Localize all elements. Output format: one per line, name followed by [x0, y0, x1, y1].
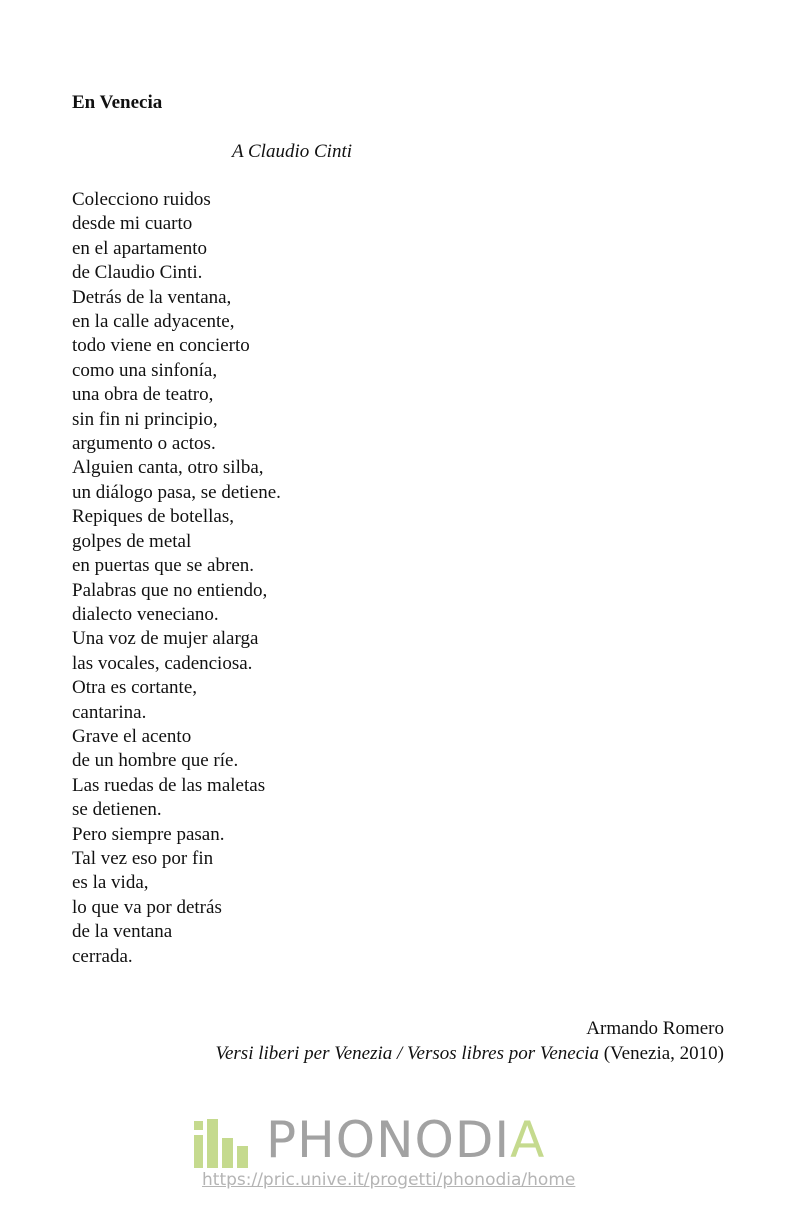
poem-line: un diálogo pasa, se detiene.: [72, 481, 281, 503]
poem-line: Tal vez eso por fin: [72, 847, 214, 869]
poem-line: en puertas que se abren.: [72, 555, 255, 577]
poem-line: de un hombre que ríe.: [72, 750, 239, 772]
poem-line: lo que va por detrás: [72, 896, 222, 918]
book-title: Versi liberi per Venezia / Versos libres por Venecia: [215, 1043, 599, 1064]
publication-info: (Venezia, 2010): [598, 1043, 724, 1064]
poem-line: Grave el acento: [72, 725, 192, 747]
author-name: Armando Romero: [586, 1018, 724, 1039]
phonodia-url-link[interactable]: https://pric.unive.it/progetti/phonodia/home: [202, 1170, 576, 1190]
poem-line: Alguien canta, otro silba,: [72, 457, 264, 479]
poem-line: Las ruedas de las maletas: [72, 774, 266, 796]
logo-text-main: PHONODI: [266, 1111, 511, 1169]
poem-line: sin fin ni principio,: [72, 408, 218, 430]
poem-line: Detrás de la ventana,: [72, 286, 232, 308]
poem-title: En Venecia: [72, 92, 163, 113]
poem-line: las vocales, cadenciosa.: [72, 652, 253, 674]
poem-line: de la ventana: [72, 921, 173, 943]
poem-line: cantarina.: [72, 701, 147, 723]
poem-line: desde mi cuarto: [72, 213, 193, 235]
poem-dedication: A Claudio Cinti: [232, 141, 353, 162]
poem-line: Palabras que no entiendo,: [72, 579, 268, 601]
logo-text-accent: A: [510, 1111, 546, 1169]
phonodia-logo: [194, 1110, 614, 1170]
poem-line: cerrada.: [72, 945, 133, 967]
poem-body: [72, 188, 281, 969]
poem-line: dialecto veneciano.: [72, 603, 219, 625]
poem-line: en la calle adyacente,: [72, 311, 235, 333]
poem-line: como una sinfonía,: [72, 359, 218, 381]
poem-line: de Claudio Cinti.: [72, 262, 203, 284]
poem-line: Una voz de mujer alarga: [72, 628, 259, 650]
poem-line: se detienen.: [72, 799, 162, 821]
poem-line: en el apartamento: [72, 237, 208, 259]
poem-line: argumento o actos.: [72, 433, 216, 455]
logo-wordmark: [266, 1112, 545, 1168]
poem-line: todo viene en concierto: [72, 335, 250, 357]
poem-line: Repiques de botellas,: [72, 506, 234, 528]
source-citation: [215, 1043, 724, 1065]
poem-line: Colecciono ruidos: [72, 189, 211, 210]
poem-line: Otra es cortante,: [72, 677, 198, 699]
poem-line: es la vida,: [72, 872, 149, 894]
poem-line: golpes de metal: [72, 530, 192, 552]
poem-line: Pero siempre pasan.: [72, 823, 225, 845]
poem-line: una obra de teatro,: [72, 384, 214, 406]
bar-chart-icon: [194, 1110, 250, 1168]
